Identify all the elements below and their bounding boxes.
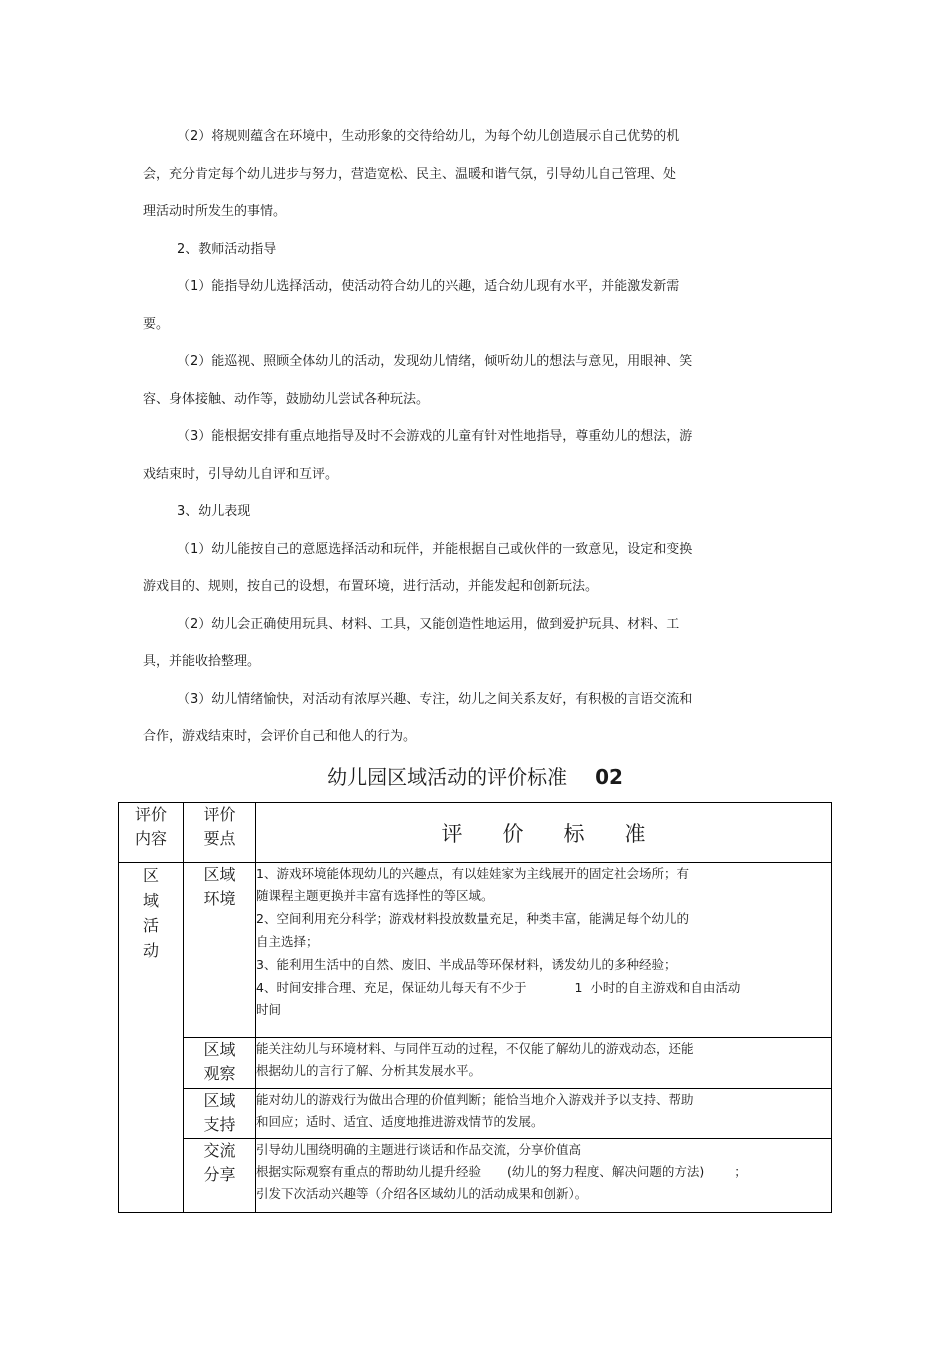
paragraph-line: 合作，游戏结束时，会评价自己和他人的行为。 [143,729,417,744]
point-cell: 区域 支持 [184,1089,256,1139]
category-cell: 区 域 活 动 [119,863,184,1213]
criteria-cell: 能对幼儿的游戏行为做出合理的价值判断；能恰当地介入游戏并予以支持、帮助 和回应；适时、适宜、适度地推进游戏情节的发展。 [256,1089,832,1139]
table-title-text: 幼儿园区域活动的评价标准 [327,765,568,789]
paragraph-line: （2）幼儿会正确使用玩具、材料、工具，又能创造性地运用，做到爱护玩具、材料、工 [177,616,680,632]
criteria-cell: 能关注幼儿与环境材料、与同伴互动的过程，不仅能了解幼儿的游戏动态，还能 根据幼儿的言行了解、分析其发展水平。 [256,1038,832,1089]
paragraph-line: 具，并能收拾整理。 [143,654,261,669]
table-title [0,762,950,792]
table-row [119,1139,832,1213]
paragraph-line: 会，充分肯定每个幼儿进步与努力，营造宽松、民主、温暖和谐气氛，引导幼儿自己管理、处 [143,166,677,182]
paragraph-line: （2）将规则蕴含在环境中，生动形象的交待给幼儿，为每个幼儿创造展示自己优势的机 [177,129,680,144]
paragraph-line: 游戏目的、规则，按自己的设想，布置环境，进行活动，并能发起和创新玩法。 [143,579,599,594]
section-heading: 3、幼儿表现 [177,504,251,519]
paragraph-line: （2）能巡视、照顾全体幼儿的活动，发现幼儿情绪，倾听幼儿的想法与意见，用眼神、笑 [177,354,693,369]
point-cell: 交流 分享 [184,1139,256,1213]
table-header-row [119,803,832,863]
header-standard: 评 价 标 准 [256,803,832,863]
paragraph-line: 容、身体接触、动作等，鼓励幼儿尝试各种玩法。 [143,391,430,407]
criteria-cell: 1、游戏环境能体现幼儿的兴趣点，有以娃娃家为主线展开的固定社会场所；有 随课程主题更换并丰富有选择性的等区域。 2、空间利用充分科学；游戏材料投放数量充足，种类丰富，能满足每个幼儿的 自主选择； 3、能利用生活中的自然、废旧、半成品等环保材料，诱发幼儿的多种经验； 4、时间安排合理、充足，保证幼儿每天有不少于 1 小时的自主游戏和自由活动 时间 [256,863,832,1038]
section-heading: 2、教师活动指导 [177,241,277,257]
point-cell: 区域 观察 [184,1038,256,1089]
table-row [119,1089,832,1139]
paragraph-line: 要。 [143,316,170,332]
paragraph-line: （1）能指导幼儿选择活动，使活动符合幼儿的兴趣，适合幼儿现有水平，并能激发新需 [177,279,680,294]
point-cell: 区域 环境 [184,863,256,1038]
paragraph-line: （3）幼儿情绪愉快，对活动有浓厚兴趣、专注，幼儿之间关系友好，有积极的言语交流和 [177,691,693,707]
criteria-cell: 引导幼儿围绕明确的主题进行谈话和作品交流，分享价值高 根据实际观察有重点的帮助幼儿提升经验 (幼儿的努力程度、解决问题的方法) ； 引发下次活动兴趣等（介绍各区域幼儿的活动成果和创新）。 [256,1139,832,1213]
paragraph-line: （1）幼儿能按自己的意愿选择活动和玩伴，并能根据自己或伙伴的一致意见，设定和变换 [177,541,693,557]
evaluation-table [118,802,832,1213]
header-content: 评价 内容 [119,803,184,863]
header-point: 评价 要点 [184,803,256,863]
table-row [119,1038,832,1089]
paragraph-line: （3）能根据安排有重点地指导及时不会游戏的儿童有针对性地指导，尊重幼儿的想法，游 [177,429,693,444]
paragraph-line: 理活动时所发生的事情。 [143,204,287,219]
body-text [143,118,733,756]
table-row [119,863,832,1038]
table-title-number: 02 [595,765,623,789]
paragraph-line: 戏结束时，引导幼儿自评和互评。 [143,466,339,482]
